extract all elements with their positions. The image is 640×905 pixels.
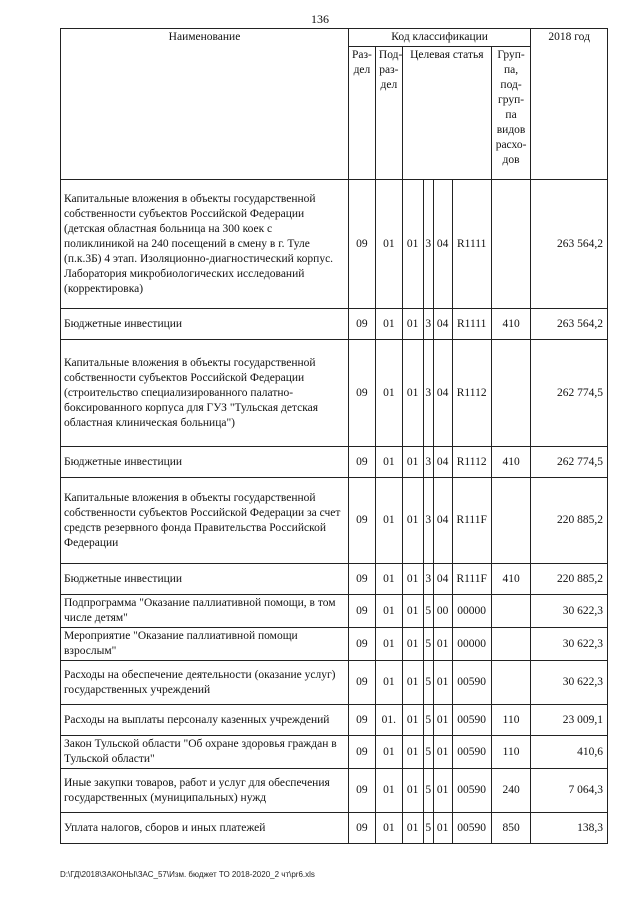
header-subsection: Под-раз-дел <box>375 47 402 180</box>
row-expense-group: 110 <box>491 736 530 769</box>
row-name: Капитальные вложения в объекты государственной собственности субъектов Российской Федерации за счет средств резервного фонда Правительства Российской Федерации <box>61 478 349 564</box>
row-target-part-2: 3 <box>423 478 433 564</box>
row-target-part-4: 00590 <box>452 661 491 705</box>
table-row <box>61 478 608 564</box>
table-row <box>61 309 608 340</box>
row-target-part-1: 01 <box>402 595 423 628</box>
row-section: 09 <box>348 180 375 309</box>
row-section: 09 <box>348 661 375 705</box>
row-target-part-1: 01 <box>402 813 423 844</box>
table-row <box>61 595 608 628</box>
row-target-part-4: R111F <box>452 478 491 564</box>
row-amount: 262 774,5 <box>531 340 608 447</box>
row-target-part-4: R1112 <box>452 447 491 478</box>
row-subsection: 01 <box>375 564 402 595</box>
row-target-part-3: 04 <box>433 478 452 564</box>
row-name: Бюджетные инвестиции <box>61 447 349 478</box>
row-target-part-1: 01 <box>402 564 423 595</box>
row-amount: 30 622,3 <box>531 595 608 628</box>
row-target-part-1: 01 <box>402 309 423 340</box>
row-target-part-3: 01 <box>433 736 452 769</box>
row-expense-group: 410 <box>491 564 530 595</box>
file-path-footer: D:\ГД\2018\ЗАКОНЫ\ЗАС_57\Изм. бюджет ТО 2018-2020_2 чт\pr6.xls <box>60 870 315 879</box>
row-target-part-2: 5 <box>423 661 433 705</box>
header-expense-group: Груп-па, под-груп-па видов расхо-дов <box>491 47 530 180</box>
row-subsection: 01 <box>375 661 402 705</box>
row-target-part-2: 3 <box>423 447 433 478</box>
row-target-part-1: 01 <box>402 447 423 478</box>
row-target-part-2: 5 <box>423 705 433 736</box>
row-target-part-3: 00 <box>433 595 452 628</box>
row-target-part-3: 04 <box>433 447 452 478</box>
row-target-part-3: 04 <box>433 180 452 309</box>
row-expense-group <box>491 595 530 628</box>
row-section: 09 <box>348 736 375 769</box>
row-expense-group <box>491 628 530 661</box>
row-expense-group: 850 <box>491 813 530 844</box>
row-expense-group: 410 <box>491 309 530 340</box>
row-target-part-2: 5 <box>423 736 433 769</box>
row-target-part-2: 5 <box>423 628 433 661</box>
row-section: 09 <box>348 564 375 595</box>
row-name: Закон Тульской области "Об охране здоровья граждан в Тульской области" <box>61 736 349 769</box>
table-row <box>61 340 608 447</box>
row-subsection: 01 <box>375 813 402 844</box>
row-target-part-4: 00000 <box>452 595 491 628</box>
budget-table <box>60 28 608 844</box>
row-target-part-3: 01 <box>433 628 452 661</box>
row-target-part-1: 01 <box>402 705 423 736</box>
header-target-article: Целевая статья <box>402 47 491 180</box>
header-name: Наименование <box>61 29 349 180</box>
row-target-part-1: 01 <box>402 180 423 309</box>
row-name: Бюджетные инвестиции <box>61 309 349 340</box>
row-name: Подпрограмма "Оказание паллиативной помощи, в том числе детям" <box>61 595 349 628</box>
row-target-part-4: R1111 <box>452 309 491 340</box>
row-target-part-3: 01 <box>433 705 452 736</box>
row-target-part-1: 01 <box>402 628 423 661</box>
row-subsection: 01 <box>375 478 402 564</box>
row-name: Мероприятие "Оказание паллиативной помощи взрослым" <box>61 628 349 661</box>
row-subsection: 01 <box>375 769 402 813</box>
row-target-part-4: 00590 <box>452 705 491 736</box>
row-amount: 262 774,5 <box>531 447 608 478</box>
row-amount: 263 564,2 <box>531 309 608 340</box>
row-target-part-4: 00590 <box>452 813 491 844</box>
row-section: 09 <box>348 769 375 813</box>
row-name: Расходы на выплаты персоналу казенных учреждений <box>61 705 349 736</box>
row-expense-group <box>491 478 530 564</box>
row-subsection: 01. <box>375 705 402 736</box>
row-target-part-4: 00590 <box>452 769 491 813</box>
row-target-part-3: 04 <box>433 564 452 595</box>
row-expense-group: 110 <box>491 705 530 736</box>
row-amount: 30 622,3 <box>531 661 608 705</box>
row-target-part-2: 3 <box>423 340 433 447</box>
row-subsection: 01 <box>375 309 402 340</box>
table-row <box>61 564 608 595</box>
row-target-part-1: 01 <box>402 769 423 813</box>
row-target-part-2: 5 <box>423 595 433 628</box>
row-target-part-3: 01 <box>433 769 452 813</box>
row-name: Капитальные вложения в объекты государственной собственности субъектов Российской Федерации (строительство специализированного палатно-боксированного корпуса для ГУЗ "Тульская детская областная клиническая больница") <box>61 340 349 447</box>
row-amount: 220 885,2 <box>531 564 608 595</box>
table-row <box>61 736 608 769</box>
header-section: Раз-дел <box>348 47 375 180</box>
row-amount: 263 564,2 <box>531 180 608 309</box>
row-subsection: 01 <box>375 340 402 447</box>
row-target-part-2: 5 <box>423 813 433 844</box>
row-target-part-3: 04 <box>433 340 452 447</box>
row-target-part-3: 04 <box>433 309 452 340</box>
row-target-part-4: R1112 <box>452 340 491 447</box>
row-name: Капитальные вложения в объекты государственной собственности субъектов Российской Федерации (детская областная больница на 300 коек с поликлиникой на 240 посещений в смену в г. Туле (п.к.3Б) 4 этап. Изоляционно-диагностический корпус. Лаборатория микробиологических исследований (корректировка) <box>61 180 349 309</box>
table-row <box>61 769 608 813</box>
row-target-part-1: 01 <box>402 478 423 564</box>
row-target-part-4: R111F <box>452 564 491 595</box>
row-subsection: 01 <box>375 736 402 769</box>
row-target-part-3: 01 <box>433 813 452 844</box>
row-name: Расходы на обеспечение деятельности (оказание услуг) государственных учреждений <box>61 661 349 705</box>
row-target-part-2: 3 <box>423 180 433 309</box>
header-year: 2018 год <box>531 29 608 180</box>
row-expense-group <box>491 661 530 705</box>
row-target-part-1: 01 <box>402 340 423 447</box>
row-amount: 220 885,2 <box>531 478 608 564</box>
row-section: 09 <box>348 595 375 628</box>
row-target-part-1: 01 <box>402 736 423 769</box>
table-row <box>61 447 608 478</box>
row-section: 09 <box>348 705 375 736</box>
row-amount: 138,3 <box>531 813 608 844</box>
table-row <box>61 705 608 736</box>
row-section: 09 <box>348 478 375 564</box>
row-expense-group <box>491 340 530 447</box>
row-expense-group <box>491 180 530 309</box>
row-target-part-2: 3 <box>423 309 433 340</box>
table-row <box>61 661 608 705</box>
row-target-part-1: 01 <box>402 661 423 705</box>
row-section: 09 <box>348 309 375 340</box>
row-target-part-4: R1111 <box>452 180 491 309</box>
row-section: 09 <box>348 340 375 447</box>
page-number: 136 <box>311 12 329 26</box>
row-name: Уплата налогов, сборов и иных платежей <box>61 813 349 844</box>
row-name: Бюджетные инвестиции <box>61 564 349 595</box>
row-amount: 30 622,3 <box>531 628 608 661</box>
table-row <box>61 813 608 844</box>
table-row <box>61 180 608 309</box>
row-subsection: 01 <box>375 595 402 628</box>
row-target-part-2: 3 <box>423 564 433 595</box>
row-section: 09 <box>348 628 375 661</box>
row-section: 09 <box>348 813 375 844</box>
row-expense-group: 240 <box>491 769 530 813</box>
row-subsection: 01 <box>375 628 402 661</box>
row-target-part-4: 00590 <box>452 736 491 769</box>
row-subsection: 01 <box>375 447 402 478</box>
row-target-part-4: 00000 <box>452 628 491 661</box>
row-target-part-3: 01 <box>433 661 452 705</box>
row-subsection: 01 <box>375 180 402 309</box>
row-name: Иные закупки товаров, работ и услуг для обеспечения государственных (муниципальных) нужд <box>61 769 349 813</box>
row-expense-group: 410 <box>491 447 530 478</box>
row-section: 09 <box>348 447 375 478</box>
row-target-part-2: 5 <box>423 769 433 813</box>
row-amount: 23 009,1 <box>531 705 608 736</box>
header-classification: Код классификации <box>348 29 530 47</box>
row-amount: 7 064,3 <box>531 769 608 813</box>
row-amount: 410,6 <box>531 736 608 769</box>
table-row <box>61 628 608 661</box>
